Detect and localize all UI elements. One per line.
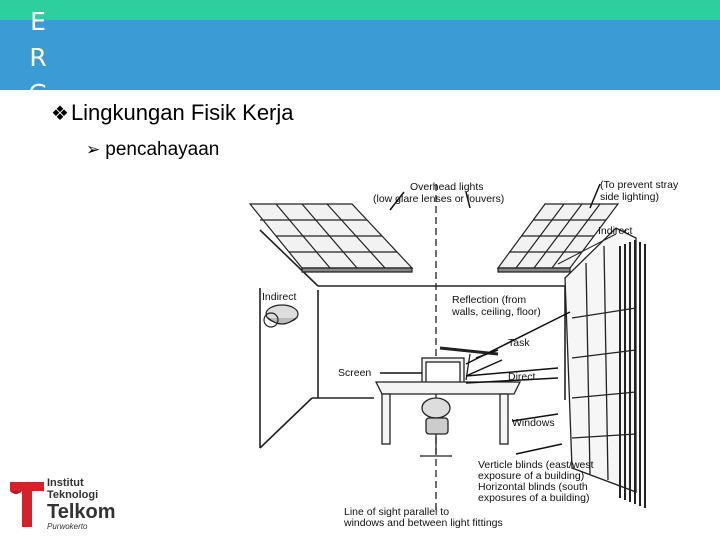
heading-text: Lingkungan Fisik Kerja [70, 100, 294, 125]
header-main-band [0, 20, 720, 90]
label-windows: Windows [512, 417, 555, 429]
header-top-band [0, 0, 720, 20]
label-reflection-1: Reflection (from [452, 294, 527, 306]
vertical-title [26, 4, 50, 108]
label-task: Task [508, 337, 530, 349]
diamond-bullet-icon: ❖ [51, 101, 69, 125]
logo-line-institut: Institut [47, 477, 84, 489]
vertical-title-letter: G [28, 79, 48, 108]
vertical-title-letter: R [29, 43, 47, 72]
label-blinds-2: exposure of a building) [478, 470, 585, 482]
label-overhead-2: (low glare lenses or louvers) [373, 193, 505, 205]
indirect-lamp-icon [264, 305, 298, 327]
label-blinds-4: exposures of a building) [478, 492, 590, 504]
label-prevent-1: (To prevent stray [600, 179, 679, 191]
label-direct: Direct [508, 371, 536, 383]
logo-line-purwokerto: Purwokerto [47, 522, 88, 531]
bullet-item-text: pencahayaan [105, 139, 220, 160]
label-blinds-1: Verticle blinds (east/west [478, 459, 594, 471]
label-overhead-1: Overhead lights [410, 181, 484, 193]
logo-line-teknologi: Teknologi [47, 489, 99, 501]
lighting-diagram [240, 168, 720, 540]
label-prevent-2: side lighting) [600, 191, 659, 203]
label-indirect-right: Indirect [598, 225, 633, 237]
arrow-bullet-icon: ➢ [86, 140, 101, 160]
label-sight-1: Line of sight parallel to [344, 506, 450, 518]
slide-heading [51, 100, 294, 126]
vertical-title-letter: E [30, 7, 46, 36]
overhead-light-left [250, 204, 412, 272]
label-reflection-2: walls, ceiling, floor) [452, 306, 541, 318]
label-screen: Screen [338, 367, 372, 379]
desk-workstation [376, 348, 520, 456]
institution-logo-text [47, 478, 116, 531]
label-sight-2: windows and between light fittings [344, 517, 503, 529]
logo-line-telkom: Telkom [47, 501, 116, 523]
bullet-item [86, 139, 219, 161]
label-blinds-3: Horizontal blinds (south [478, 481, 588, 493]
label-indirect-left: Indirect [262, 291, 297, 303]
